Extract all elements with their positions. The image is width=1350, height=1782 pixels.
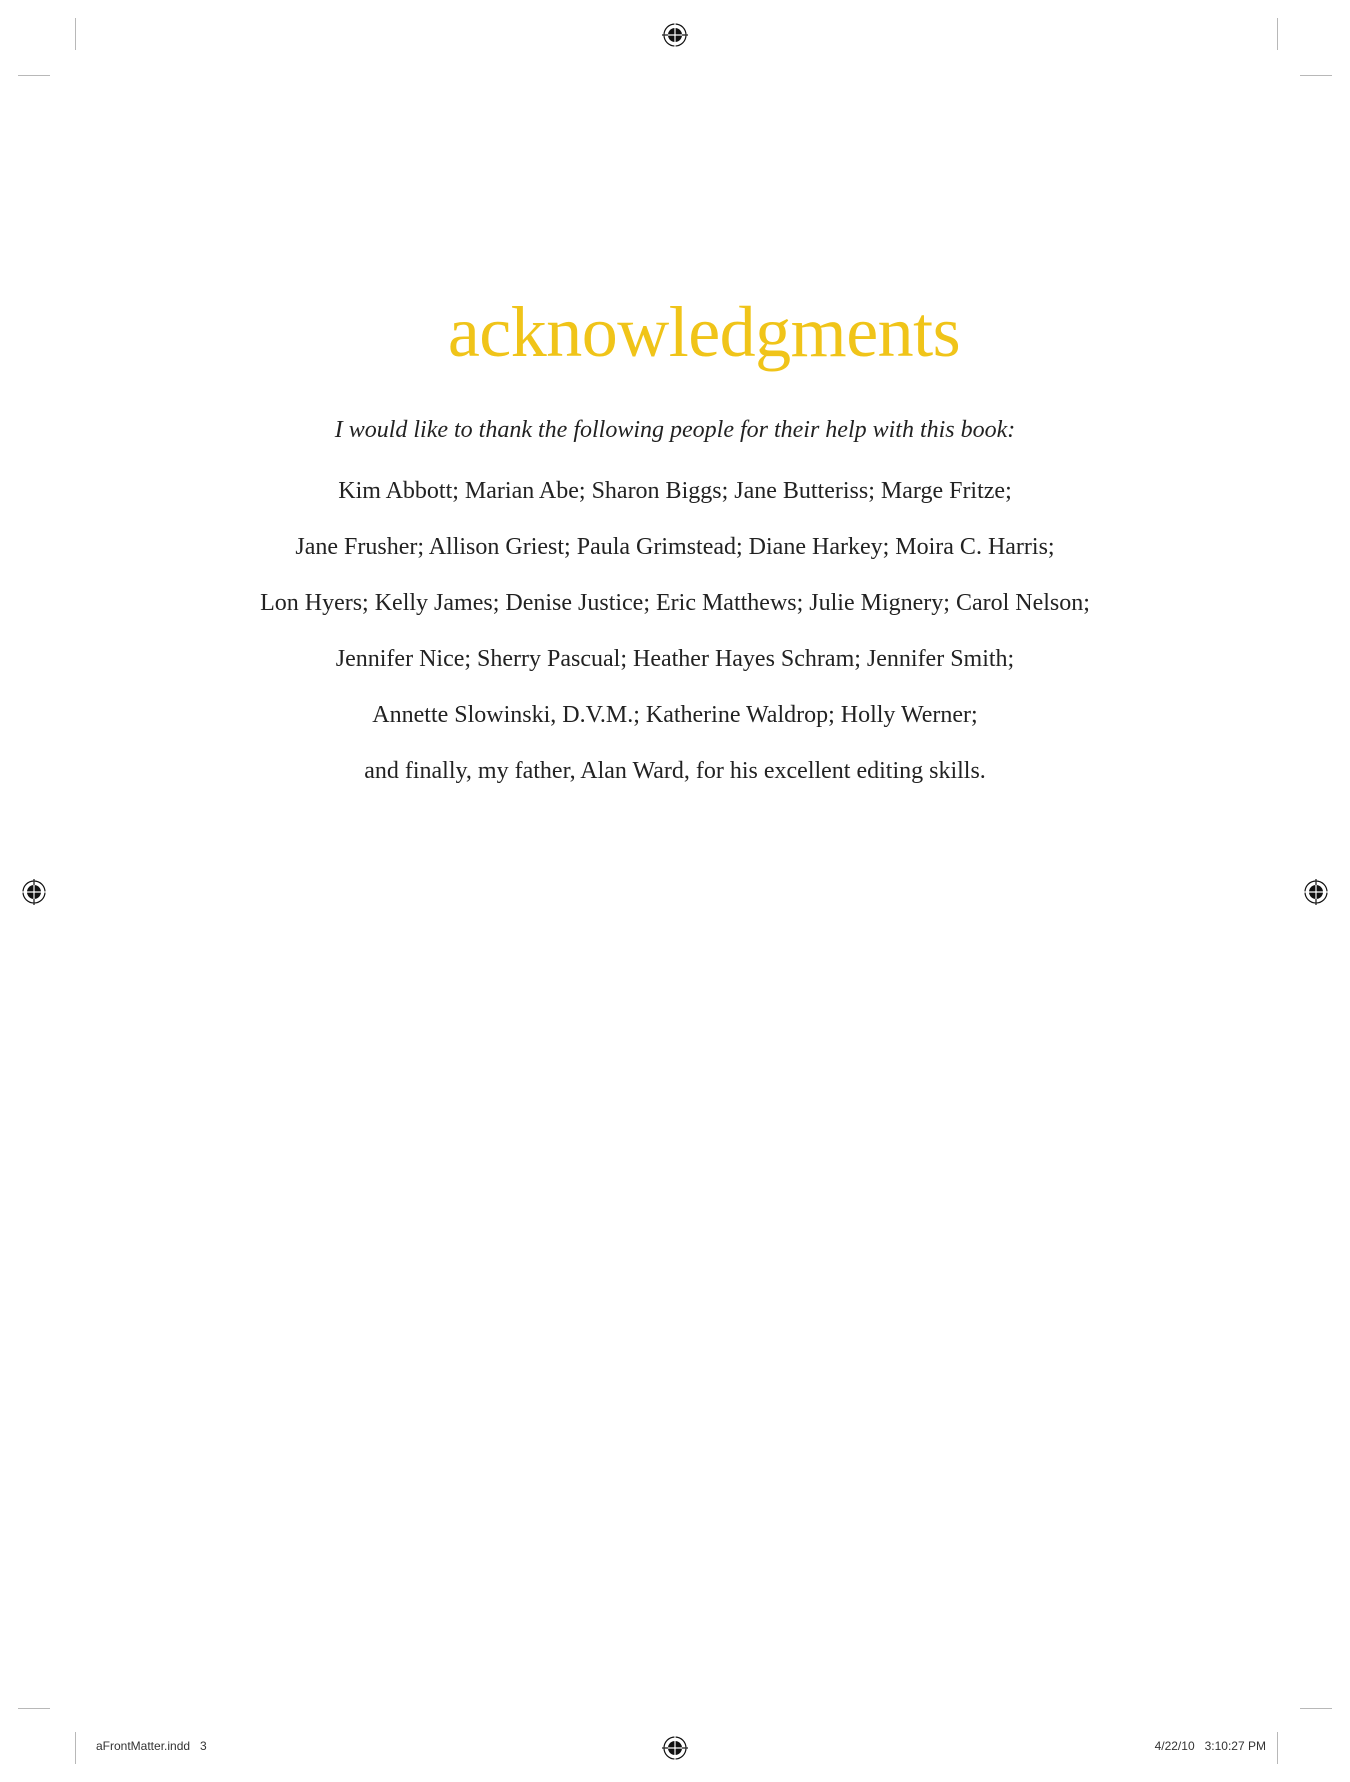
registration-mark-icon <box>662 22 688 48</box>
registration-mark-icon <box>662 1735 688 1761</box>
crop-mark <box>1300 1708 1332 1709</box>
acknowledgment-line: Lon Hyers; Kelly James; Denise Justice; Eric Matthews; Julie Mignery; Carol Nelson; <box>260 590 1090 616</box>
crop-mark <box>75 18 76 50</box>
acknowledgment-line: Kim Abbott; Marian Abe; Sharon Biggs; Jane Butteriss; Marge Fritze; <box>338 478 1012 504</box>
slug-timestamp: 4/22/10 3:10:27 PM <box>1154 1739 1266 1753</box>
acknowledgment-line: Jane Frusher; Allison Griest; Paula Grimstead; Diane Harkey; Moira C. Harris; <box>295 534 1055 560</box>
crop-mark <box>75 1732 76 1764</box>
crop-mark <box>18 1708 50 1709</box>
page-title: acknowledgments <box>447 292 961 372</box>
registration-mark-icon <box>21 879 47 905</box>
crop-mark <box>1277 18 1278 50</box>
crop-mark <box>1300 75 1332 76</box>
slug-filename: aFrontMatter.indd 3 <box>96 1739 207 1753</box>
acknowledgment-line: Jennifer Nice; Sherry Pascual; Heather Hayes Schram; Jennifer Smith; <box>335 646 1015 672</box>
acknowledgment-line: and finally, my father, Alan Ward, for his excellent editing skills. <box>364 758 986 784</box>
acknowledgment-line: Annette Slowinski, D.V.M.; Katherine Waldrop; Holly Werner; <box>372 702 978 728</box>
intro-line: I would like to thank the following people for their help with this book: <box>334 417 1016 443</box>
acknowledgment-list <box>0 476 1350 812</box>
registration-mark-icon <box>1303 879 1329 905</box>
crop-mark <box>1277 1732 1278 1764</box>
crop-mark <box>18 75 50 76</box>
